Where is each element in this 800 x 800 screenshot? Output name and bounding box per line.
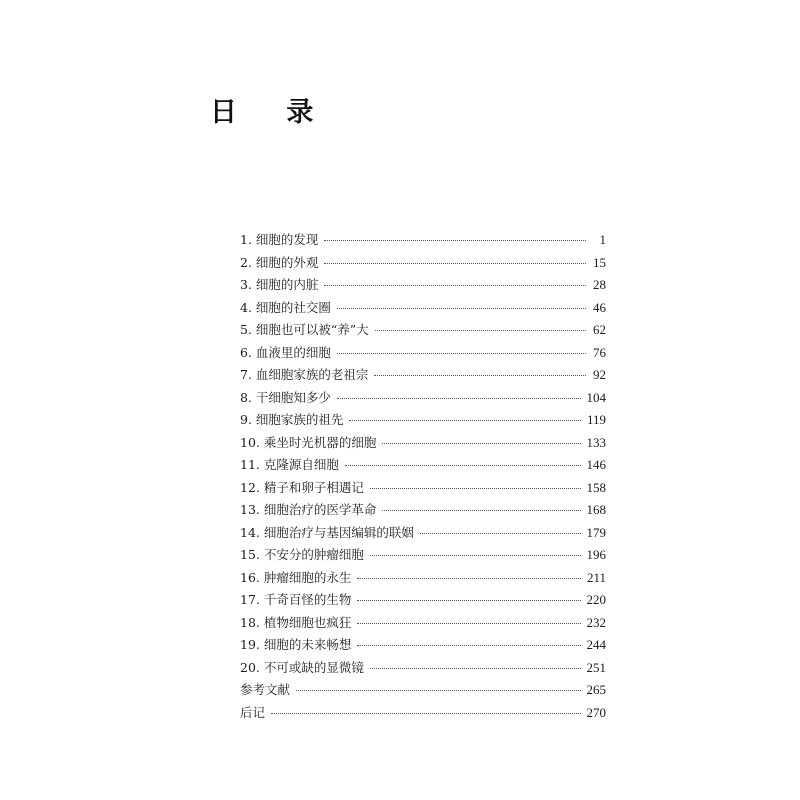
toc-dot-leader (370, 488, 581, 489)
toc-entry-label: 1. 细胞的发现 (240, 232, 319, 247)
toc-entry (240, 319, 606, 342)
toc-entry-page: 92 (593, 367, 606, 382)
toc-entry-page: 232 (586, 614, 606, 630)
toc-dot-leader (357, 623, 580, 624)
toc-entry (240, 499, 606, 522)
toc-entry-page: 251 (586, 659, 606, 675)
toc-entry-label: 18. 植物细胞也疯狂 (240, 614, 352, 630)
toc-entry-label: 19. 细胞的未来畅想 (240, 637, 352, 652)
toc-entry-label: 15. 不安分的肿瘤细胞 (240, 547, 364, 562)
toc-entry (240, 409, 606, 432)
toc-entry-label: 20. 不可或缺的显微镜 (240, 659, 364, 675)
toc-entry-label: 参考文献 (240, 682, 291, 697)
toc-entry (240, 634, 606, 657)
toc-dot-leader (370, 555, 581, 556)
toc-entry (240, 274, 606, 297)
toc-dot-leader (420, 533, 581, 534)
page-title: 日 录 (210, 97, 334, 128)
toc-dot-leader (324, 285, 586, 286)
toc-dot-leader (374, 375, 586, 376)
toc-entry-page: 265 (586, 682, 606, 697)
toc-dot-leader (337, 398, 581, 399)
toc-entry (240, 297, 606, 320)
toc-entry (240, 364, 606, 387)
toc-entry-label: 9. 细胞家族的祖先 (240, 412, 344, 427)
toc-entry-page: 146 (586, 457, 606, 472)
toc-entry (240, 342, 606, 365)
toc-entry-label: 10. 乘坐时光机器的细胞 (240, 434, 377, 450)
toc-entry-page: 15 (593, 254, 606, 270)
toc-dot-leader (345, 465, 581, 466)
toc-entry-label: 16. 肿瘤细胞的永生 (240, 569, 352, 585)
toc-entry-label: 12. 精子和卵子相遇记 (240, 479, 364, 495)
toc-entry-label: 5. 细胞也可以被“养”大 (240, 322, 369, 337)
toc-entry-page: 220 (586, 592, 606, 607)
toc-dot-leader (370, 668, 581, 669)
toc-entry-afterword (240, 702, 606, 725)
toc-entry-page: 244 (586, 637, 606, 652)
toc-entry (240, 657, 606, 680)
toc-entry (240, 544, 606, 567)
toc-entry-page: 76 (593, 344, 606, 360)
toc-entry-label: 6. 血液里的细胞 (240, 344, 331, 360)
toc-dot-leader (382, 443, 580, 444)
toc-entry-page: 196 (586, 547, 606, 562)
toc-dot-leader (324, 263, 586, 264)
toc-entry (240, 432, 606, 455)
toc-dot-leader (296, 690, 580, 691)
toc-dot-leader (349, 420, 581, 421)
toc-entry-label: 后记 (240, 704, 266, 720)
toc-entry-label: 3. 细胞的内脏 (240, 277, 319, 292)
toc-dot-leader (357, 600, 580, 601)
toc-list (240, 229, 606, 724)
toc-dot-leader (357, 645, 580, 646)
toc-entry-page: 158 (586, 479, 606, 495)
toc-entry-page: 119 (586, 412, 606, 427)
toc-dot-leader (337, 353, 586, 354)
toc-entry (240, 387, 606, 410)
toc-dot-leader (271, 713, 580, 714)
toc-entry (240, 589, 606, 612)
toc-entry-label: 2. 细胞的外观 (240, 254, 319, 270)
toc-entry-page: 104 (586, 389, 606, 405)
toc-entry-label: 8. 干细胞知多少 (240, 389, 331, 405)
toc-entry-label: 7. 血细胞家族的老祖宗 (240, 367, 369, 382)
toc-entry-page: 28 (593, 277, 606, 292)
toc-entry-label: 4. 细胞的社交圈 (240, 299, 331, 315)
toc-entry (240, 252, 606, 275)
toc-entry-page: 168 (586, 502, 606, 517)
toc-entry-page: 62 (593, 322, 606, 337)
toc-dot-leader (382, 510, 580, 511)
toc-entry-label: 17. 千奇百怪的生物 (240, 592, 352, 607)
toc-dot-leader (357, 578, 581, 579)
toc-entry-label: 13. 细胞治疗的医学革命 (240, 502, 377, 517)
toc-entry (240, 567, 606, 590)
toc-entry (240, 612, 606, 635)
toc-dot-leader (324, 240, 586, 241)
toc-entry (240, 454, 606, 477)
toc-entry-page: 46 (593, 299, 606, 315)
toc-entry-page: 179 (586, 524, 606, 540)
toc-entry-page: 133 (586, 434, 606, 450)
toc-entry-page: 270 (586, 704, 606, 720)
toc-entry-label: 14. 细胞治疗与基因编辑的联姻 (240, 524, 414, 540)
toc-entry (240, 477, 606, 500)
toc-entry-label: 11. 克隆源自细胞 (240, 457, 339, 472)
toc-entry-page: 1 (599, 232, 606, 247)
toc-dot-leader (337, 308, 586, 309)
toc-entry-references (240, 679, 606, 702)
toc-entry-page: 211 (586, 569, 606, 585)
toc-entry (240, 229, 606, 252)
toc-dot-leader (375, 330, 586, 331)
toc-entry (240, 522, 606, 545)
